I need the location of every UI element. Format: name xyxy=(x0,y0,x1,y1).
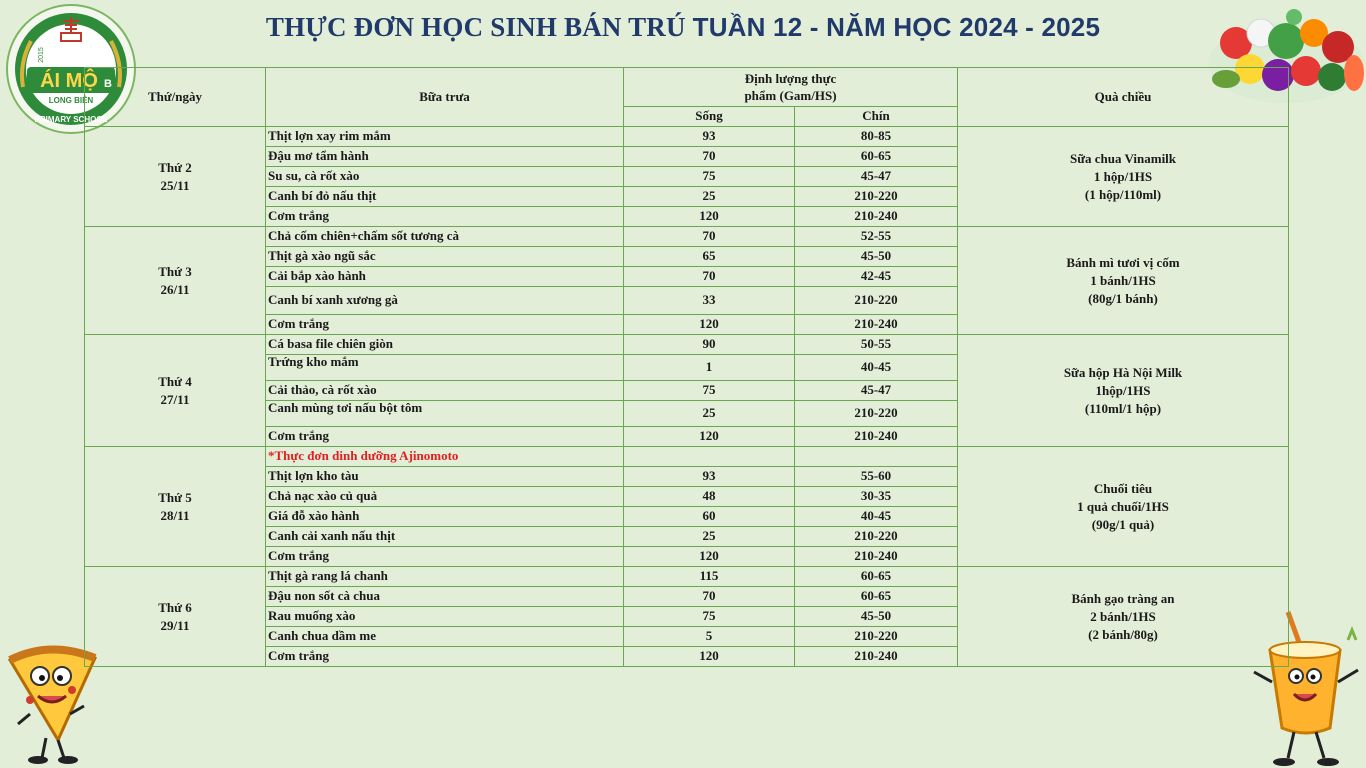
dish-cooked: 60-65 xyxy=(795,567,958,587)
dish-cooked: 45-50 xyxy=(795,607,958,627)
dish-raw: 25 xyxy=(624,527,795,547)
snack-line: Bánh mì tươi vị cốm xyxy=(1066,254,1180,270)
snack-line: (1 hộp/110ml) xyxy=(1084,186,1162,202)
dish-name: Canh chua dầm me xyxy=(266,627,624,647)
menu-table xyxy=(84,67,1289,667)
dish-cooked: 45-47 xyxy=(795,167,958,187)
dish-raw: 75 xyxy=(624,381,795,401)
snack-line: (110ml/1 hộp) xyxy=(1084,400,1162,416)
header-day: Thứ/ngày xyxy=(85,68,266,127)
dish-raw: 120 xyxy=(624,427,795,447)
logo-year: 2015 xyxy=(38,47,45,63)
dish-name: Cá basa file chiên giòn xyxy=(266,335,624,355)
dish-name: Rau muống xào xyxy=(266,607,624,627)
dish-raw: 120 xyxy=(624,315,795,335)
header-snack: Quà chiều xyxy=(958,68,1289,127)
dish-name: Trứng kho mắm xyxy=(266,355,624,381)
day-date: 28/11 xyxy=(160,507,190,523)
dish-name: Cơm trắng xyxy=(266,647,624,667)
empty-cell xyxy=(795,447,958,467)
dish-raw: 120 xyxy=(624,647,795,667)
table-row xyxy=(85,335,1289,355)
dish-name: Cơm trắng xyxy=(266,547,624,567)
snack-line: (2 bánh/80g) xyxy=(1088,626,1158,642)
dish-name: Giá đỗ xào hành xyxy=(266,507,624,527)
day-date: 26/11 xyxy=(160,281,190,297)
dish-cooked: 60-65 xyxy=(795,587,958,607)
snack-line: Sữa chua Vinamilk xyxy=(1069,150,1177,166)
day-cell xyxy=(85,227,266,335)
dish-name: Thịt lợn kho tàu xyxy=(266,467,624,487)
day-name: Thứ 3 xyxy=(158,263,192,279)
dish-cooked: 30-35 xyxy=(795,487,958,507)
dish-name: Đậu mơ tẩm hành xyxy=(266,147,624,167)
dish-cooked: 210-240 xyxy=(795,647,958,667)
dish-raw: 25 xyxy=(624,187,795,207)
table-row xyxy=(85,447,1289,467)
dish-name: Canh cải xanh nấu thịt xyxy=(266,527,624,547)
dish-raw: 1 xyxy=(624,355,795,381)
dish-raw: 75 xyxy=(624,607,795,627)
dish-name: Thịt lợn xay rim mắm xyxy=(266,127,624,147)
dish-name: Cơm trắng xyxy=(266,427,624,447)
dish-cooked: 210-220 xyxy=(795,627,958,647)
dish-raw: 70 xyxy=(624,587,795,607)
dish-raw: 115 xyxy=(624,567,795,587)
dish-name: Cải bắp xào hành xyxy=(266,267,624,287)
dish-cooked: 42-45 xyxy=(795,267,958,287)
table-row xyxy=(85,227,1289,247)
snack-line: 1 bánh/1HS xyxy=(1090,272,1156,288)
dish-name: Chả nạc xào củ quả xyxy=(266,487,624,507)
dish-cooked: 210-240 xyxy=(795,207,958,227)
header-quantity-line1: Định lượng thực xyxy=(744,71,837,86)
snack-line: Chuối tiêu xyxy=(1093,480,1153,496)
dish-raw: 70 xyxy=(624,147,795,167)
dish-raw: 93 xyxy=(624,127,795,147)
snack-cell xyxy=(958,335,1289,447)
title-part1: THỰC ĐƠN HỌC SINH BÁN TRÚ xyxy=(265,12,686,42)
table-row xyxy=(85,567,1289,587)
dish-name: Đậu non sốt cà chua xyxy=(266,587,624,607)
header-raw: Sống xyxy=(624,107,795,127)
empty-cell xyxy=(624,447,795,467)
logo-school: PRIMARY SCHOOL xyxy=(34,115,108,124)
page-title xyxy=(150,12,1216,48)
dish-raw: 93 xyxy=(624,467,795,487)
day-cell xyxy=(85,335,266,447)
header-lunch: Bữa trưa xyxy=(266,68,624,127)
dish-name: Chả cốm chiên+chấm sốt tương cà xyxy=(266,227,624,247)
title-part2: TUẦN 12 - NĂM HỌC 2024 - 2025 xyxy=(692,12,1101,42)
snack-line: Bánh gạo tràng an xyxy=(1071,590,1175,606)
dish-name: Su su, cà rốt xào xyxy=(266,167,624,187)
table-row xyxy=(85,127,1289,147)
dish-name: Cơm trắng xyxy=(266,207,624,227)
dish-raw: 70 xyxy=(624,227,795,247)
dish-name: Canh bí xanh xương gà xyxy=(266,287,624,315)
snack-line: 1hộp/1HS xyxy=(1095,382,1151,398)
snack-cell xyxy=(958,127,1289,227)
dish-cooked: 210-240 xyxy=(795,427,958,447)
header-cooked: Chín xyxy=(795,107,958,127)
dish-raw: 25 xyxy=(624,401,795,427)
dish-cooked: 52-55 xyxy=(795,227,958,247)
dish-name: Canh bí đỏ nấu thịt xyxy=(266,187,624,207)
dish-cooked: 210-220 xyxy=(795,187,958,207)
snack-cell xyxy=(958,447,1289,567)
dish-cooked: 40-45 xyxy=(795,355,958,381)
dish-cooked: 210-240 xyxy=(795,315,958,335)
day-cell xyxy=(85,447,266,567)
day-date: 27/11 xyxy=(160,391,190,407)
dish-name: Thịt gà rang lá chanh xyxy=(266,567,624,587)
snack-line: Sữa hộp Hà Nội Milk xyxy=(1063,364,1183,380)
day-name: Thứ 5 xyxy=(158,489,192,505)
dish-raw: 120 xyxy=(624,207,795,227)
dish-name: Cải thảo, cà rốt xào xyxy=(266,381,624,401)
day-date: 25/11 xyxy=(160,177,190,193)
snack-line: 2 bánh/1HS xyxy=(1090,608,1156,624)
dish-cooked: 45-47 xyxy=(795,381,958,401)
header-quantity xyxy=(624,68,958,107)
day-cell xyxy=(85,127,266,227)
dish-cooked: 210-220 xyxy=(795,287,958,315)
snack-cell xyxy=(958,567,1289,667)
dish-raw: 90 xyxy=(624,335,795,355)
day-name: Thứ 6 xyxy=(158,599,192,615)
logo-brand: ÁI MỘ xyxy=(40,70,98,92)
logo-location: LONG BIÊN xyxy=(48,96,94,105)
day-name: Thứ 4 xyxy=(158,373,192,389)
dish-raw: 120 xyxy=(624,547,795,567)
day-date: 29/11 xyxy=(160,617,190,633)
snack-cell xyxy=(958,227,1289,335)
dish-cooked: 40-45 xyxy=(795,507,958,527)
dish-raw: 5 xyxy=(624,627,795,647)
dish-cooked: 45-50 xyxy=(795,247,958,267)
snack-line: 1 quả chuối/1HS xyxy=(1077,498,1169,514)
snack-line: (90g/1 quả) xyxy=(1091,516,1155,532)
snack-line: 1 hộp/1HS xyxy=(1093,168,1153,184)
dish-cooked: 210-240 xyxy=(795,547,958,567)
dish-raw: 75 xyxy=(624,167,795,187)
dish-cooked: 55-60 xyxy=(795,467,958,487)
dish-raw: 65 xyxy=(624,247,795,267)
day-cell xyxy=(85,567,266,667)
snack-line: (80g/1 bánh) xyxy=(1088,290,1158,306)
dish-name: Canh mùng tơi nấu bột tôm xyxy=(266,401,624,427)
dish-name: Thịt gà xào ngũ sắc xyxy=(266,247,624,267)
header-quantity-line2: phẩm (Gam/HS) xyxy=(744,88,837,103)
dish-raw: 33 xyxy=(624,287,795,315)
dish-cooked: 80-85 xyxy=(795,127,958,147)
dish-cooked: 60-65 xyxy=(795,147,958,167)
dish-cooked: 50-55 xyxy=(795,335,958,355)
day-name: Thứ 2 xyxy=(158,159,192,175)
menu-note: *Thực đơn dinh dưỡng Ajinomoto xyxy=(266,447,624,467)
logo-suffix: B xyxy=(104,78,112,90)
dish-raw: 70 xyxy=(624,267,795,287)
dish-raw: 60 xyxy=(624,507,795,527)
dish-cooked: 210-220 xyxy=(795,401,958,427)
dish-cooked: 210-220 xyxy=(795,527,958,547)
dish-name: Cơm trắng xyxy=(266,315,624,335)
dish-raw: 48 xyxy=(624,487,795,507)
